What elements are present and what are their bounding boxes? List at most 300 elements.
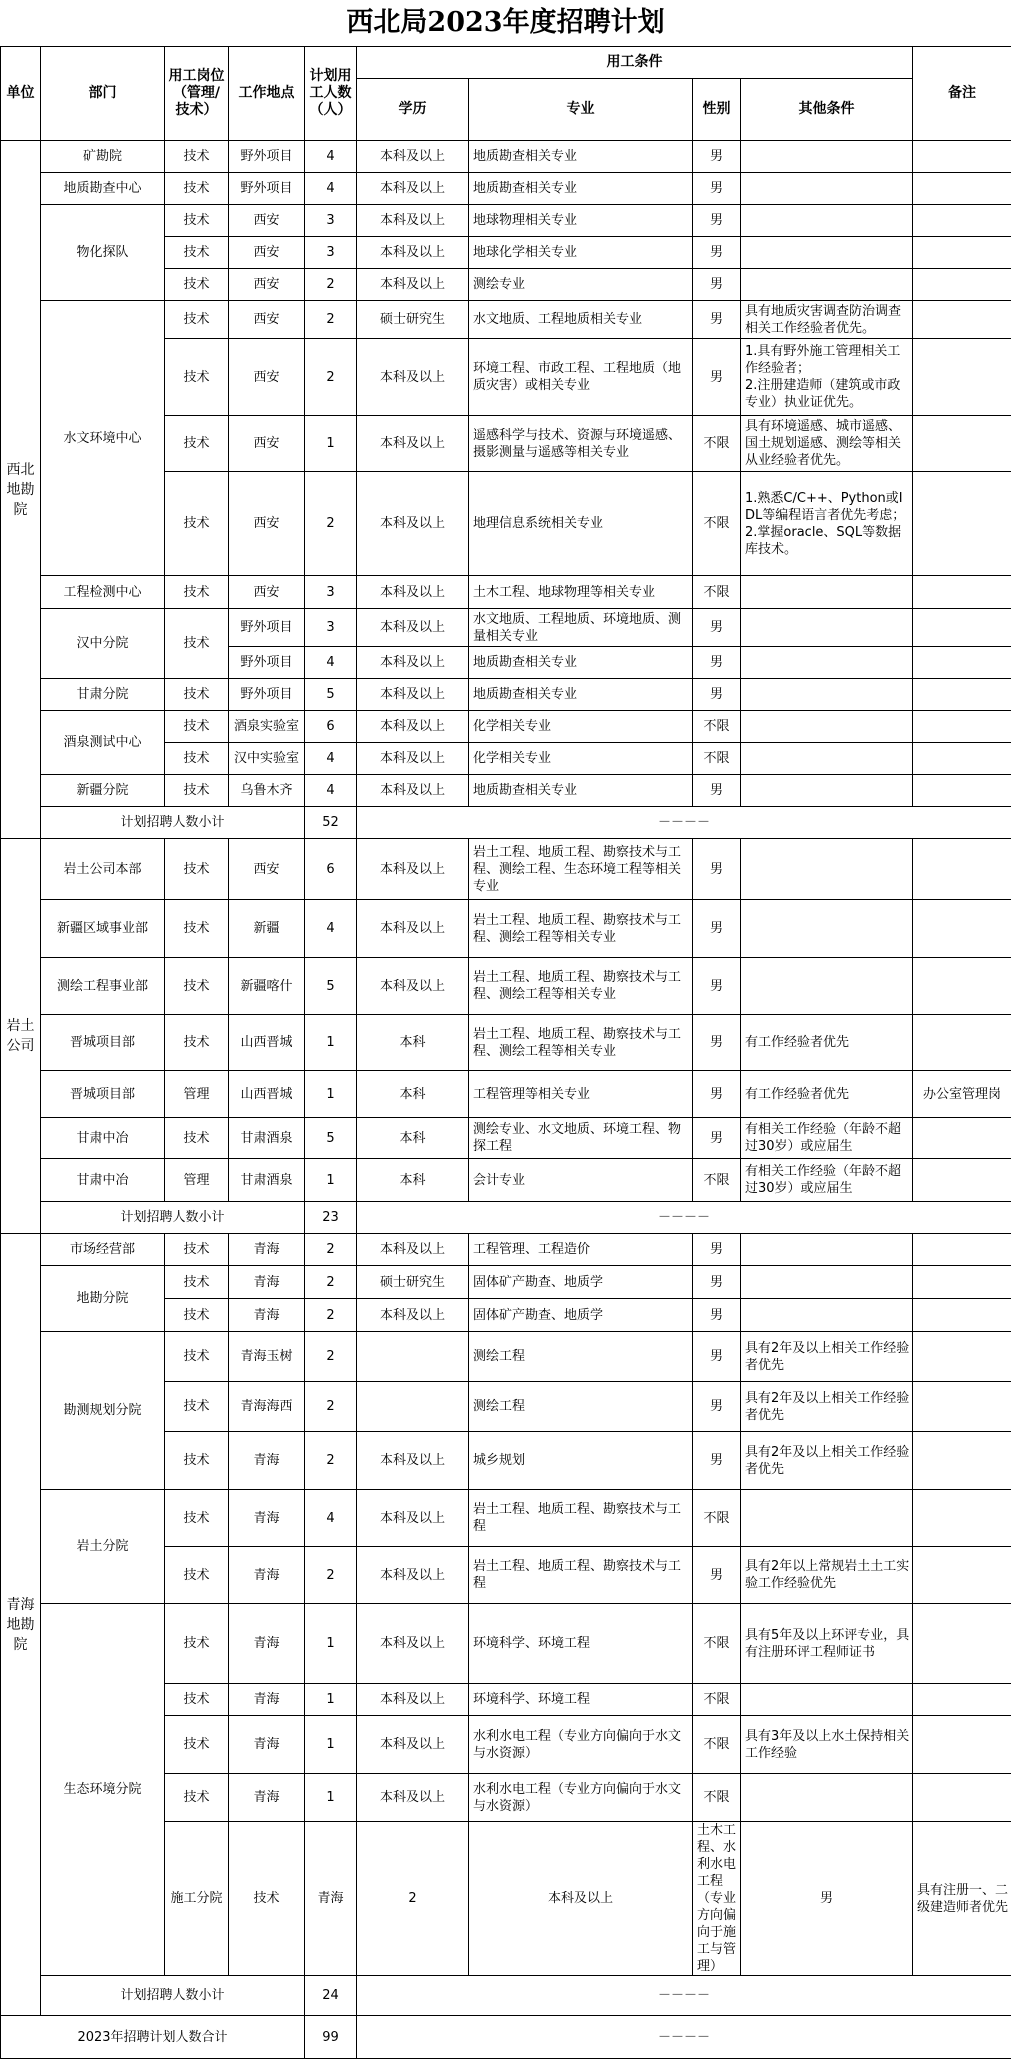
remark-cell [913,416,1011,472]
header-other: 其他条件 [741,79,913,141]
dept-cell: 生态环境分院 [41,1604,165,1976]
other-cell: 有相关工作经验（年龄不超过30岁）或应届生 [741,1159,913,1202]
dept-cell: 勘测规划分院 [41,1332,165,1490]
count-cell: 4 [305,141,357,173]
count-cell: 6 [305,839,357,900]
count-cell: 4 [305,647,357,679]
gender-cell: 男 [693,958,741,1015]
other-cell: 具有2年及以上相关工作经验者优先 [741,1382,913,1432]
location-cell: 新疆喀什 [229,958,305,1015]
table-row [1,141,1011,173]
count-cell: 3 [305,205,357,237]
dept-cell: 矿勘院 [41,141,165,173]
gender-cell: 男 [693,141,741,173]
other-cell [741,1234,913,1266]
remark-cell [913,1159,1011,1202]
post-cell: 技术 [165,1432,229,1490]
gender-cell: 男 [693,1234,741,1266]
count-cell: 4 [305,900,357,958]
post-cell: 技术 [165,1774,229,1822]
count-cell: 1 [305,1159,357,1202]
dept-cell: 物化探队 [41,205,165,301]
subtotal-value: 24 [305,1976,357,2016]
other-cell [741,900,913,958]
major-cell: 城乡规划 [469,1432,693,1490]
major-cell: 化学相关专业 [469,743,693,775]
location-cell: 青海 [229,1547,305,1604]
major-cell: 岩土工程、地质工程、勘察技术与工程、测绘工程等相关专业 [469,958,693,1015]
gender-cell: 不限 [693,1716,741,1774]
count-cell: 4 [305,173,357,205]
major-cell: 水文地质、工程地质相关专业 [469,301,693,339]
education-cell: 本科及以上 [357,839,469,900]
gender-cell: 男 [693,269,741,301]
count-cell: 1 [305,1684,357,1716]
post-cell: 技术 [165,301,229,339]
gender-cell: 男 [693,1432,741,1490]
major-cell: 土木工程、水利水电工程（专业方向偏向于施工与管理） [693,1822,741,1976]
major-cell: 水利水电工程（专业方向偏向于水文与水资源） [469,1774,693,1822]
remark-cell [913,609,1011,647]
subtotal-value: 23 [305,1202,357,1234]
other-cell [741,1684,913,1716]
remark-cell [913,1234,1011,1266]
dept-cell: 测绘工程事业部 [41,958,165,1015]
remark-cell [913,1684,1011,1716]
major-cell: 固体矿产勘查、地质学 [469,1266,693,1299]
remark-cell [913,1266,1011,1299]
table-row [1,1071,1011,1118]
remark-cell [913,839,1011,900]
location-cell: 青海 [229,1716,305,1774]
other-cell: 具有注册一、二级建造师者优先 [913,1822,1011,1976]
gender-cell: 男 [693,1547,741,1604]
education-cell: 本科 [357,1118,469,1159]
dept-cell: 地勘分院 [41,1266,165,1332]
post-cell: 技术 [165,269,229,301]
remark-cell [913,958,1011,1015]
education-cell: 本科及以上 [357,416,469,472]
other-cell [741,679,913,711]
major-cell: 地质勘查相关专业 [469,141,693,173]
major-cell: 遥感科学与技术、资源与环境遥感、摄影测量与遥感等相关专业 [469,416,693,472]
gender-cell: 男 [693,339,741,416]
other-cell [741,647,913,679]
remark-cell [913,1299,1011,1332]
dept-cell: 工程检测中心 [41,576,165,609]
post-cell: 技术 [165,1266,229,1299]
remark-cell [913,1716,1011,1774]
gender-cell: 男 [693,679,741,711]
post-cell: 技术 [165,1118,229,1159]
post-cell: 技术 [165,743,229,775]
education-cell: 本科及以上 [357,576,469,609]
table-row [1,1015,1011,1071]
location-cell: 西安 [229,205,305,237]
education-cell: 本科 [357,1159,469,1202]
table-row [1,173,1011,205]
header-gender: 性别 [693,79,741,141]
header-education: 学历 [357,79,469,141]
major-cell: 岩土工程、地质工程、勘察技术与工程、测绘工程等相关专业 [469,1015,693,1071]
education-cell: 本科及以上 [357,1716,469,1774]
total-value: 99 [305,2016,357,2059]
post-cell: 技术 [165,339,229,416]
major-cell: 岩土工程、地质工程、勘察技术与工程、测绘工程、生态环境工程等相关专业 [469,839,693,900]
location-cell: 新疆 [229,900,305,958]
post-cell: 技术 [229,1822,305,1976]
page-title: 西北局2023年度招聘计划 [0,0,1011,46]
remark-cell [913,743,1011,775]
gender-cell: 男 [693,647,741,679]
other-cell [741,1266,913,1299]
major-cell: 岩土工程、地质工程、勘察技术与工程 [469,1547,693,1604]
count-cell: 1 [305,1604,357,1684]
location-cell: 西安 [229,269,305,301]
post-cell: 技术 [165,1015,229,1071]
other-cell [741,711,913,743]
count-cell: 2 [305,1266,357,1299]
remark-cell [913,1332,1011,1382]
other-cell [741,205,913,237]
remark-cell [913,1015,1011,1071]
major-cell: 岩土工程、地质工程、勘察技术与工程 [469,1490,693,1547]
table-row [1,775,1011,807]
table-row [1,1604,1011,1684]
remark-cell [913,1604,1011,1684]
post-cell: 技术 [165,900,229,958]
table-row [1,958,1011,1015]
post-cell: 技术 [165,609,229,679]
count-cell: 1 [305,1774,357,1822]
total-label: 2023年招聘计划人数合计 [1,2016,305,2059]
major-cell: 土木工程、地球物理等相关专业 [469,576,693,609]
location-cell: 西安 [229,301,305,339]
education-cell: 本科及以上 [357,711,469,743]
major-cell: 地质勘查相关专业 [469,173,693,205]
recruitment-table [0,46,1011,2059]
subtotal-dash: －－－－ [357,807,1011,839]
major-cell: 测绘专业、水文地质、环境工程、物探工程 [469,1118,693,1159]
other-cell [741,1299,913,1332]
count-cell: 3 [305,237,357,269]
gender-cell: 男 [693,205,741,237]
dept-cell: 地质勘查中心 [41,173,165,205]
table-row [1,205,1011,237]
post-cell: 技术 [165,711,229,743]
gender-cell: 不限 [693,416,741,472]
location-cell: 西安 [229,576,305,609]
gender-cell: 男 [693,1015,741,1071]
education-cell [357,1332,469,1382]
count-cell: 1 [305,1015,357,1071]
post-cell: 技术 [165,1604,229,1684]
major-cell: 水利水电工程（专业方向偏向于水文与水资源） [469,1716,693,1774]
location-cell: 乌鲁木齐 [229,775,305,807]
dept-cell: 水文环境中心 [41,301,165,576]
post-cell: 技术 [165,416,229,472]
other-cell [741,1774,913,1822]
post-cell: 技术 [165,141,229,173]
location-cell: 野外项目 [229,609,305,647]
other-cell: 具有5年及以上环评专业，具有注册环评工程师证书 [741,1604,913,1684]
other-cell: 1.熟悉C/C++、Python或IDL等编程语言者优先考虑； 2.掌握oracle、SQL等数据库技术。 [741,472,913,576]
gender-cell: 男 [693,1118,741,1159]
remark-cell [913,301,1011,339]
header-unit: 单位 [1,47,41,141]
header-major: 专业 [469,79,693,141]
post-cell: 技术 [165,237,229,269]
gender-cell: 男 [693,900,741,958]
dept-cell: 新疆区域事业部 [41,900,165,958]
post-cell: 技术 [165,173,229,205]
table-row [1,1490,1011,1547]
count-cell: 2 [357,1822,469,1976]
other-cell: 具有2年及以上相关工作经验者优先 [741,1432,913,1490]
gender-cell: 男 [693,1299,741,1332]
count-cell: 4 [305,1490,357,1547]
education-cell: 本科及以上 [357,1684,469,1716]
major-cell: 工程管理、工程造价 [469,1234,693,1266]
education-cell: 本科及以上 [357,1547,469,1604]
count-cell: 5 [305,1118,357,1159]
remark-cell [913,1490,1011,1547]
subtotal-dash: －－－－ [357,1976,1011,2016]
education-cell: 本科及以上 [357,141,469,173]
other-cell [741,958,913,1015]
location-cell: 甘肃酒泉 [229,1118,305,1159]
other-cell: 具有2年以上常规岩土土工实验工作经验优先 [741,1547,913,1604]
subtotal-label: 计划招聘人数小计 [41,807,305,839]
major-cell: 地质勘查相关专业 [469,647,693,679]
post-cell: 技术 [165,1716,229,1774]
count-cell: 1 [305,1716,357,1774]
post-cell: 技术 [165,1684,229,1716]
location-cell: 山西晋城 [229,1071,305,1118]
education-cell: 本科及以上 [357,958,469,1015]
education-cell: 本科及以上 [357,775,469,807]
other-cell [741,839,913,900]
location-cell: 青海海西 [229,1382,305,1432]
dept-cell: 岩土公司本部 [41,839,165,900]
table-row [1,1266,1011,1299]
gender-cell: 男 [693,237,741,269]
count-cell: 4 [305,743,357,775]
total-row [1,2016,1011,2059]
post-cell: 技术 [165,205,229,237]
education-cell: 本科及以上 [357,339,469,416]
post-cell: 技术 [165,576,229,609]
major-cell: 化学相关专业 [469,711,693,743]
dept-cell: 市场经营部 [41,1234,165,1266]
count-cell: 2 [305,1332,357,1382]
count-cell: 3 [305,576,357,609]
count-cell: 3 [305,609,357,647]
location-cell: 青海 [229,1234,305,1266]
unit-cell: 岩土公司 [1,839,41,1234]
dept-cell: 岩土分院 [41,1490,165,1604]
location-cell: 青海 [305,1822,357,1976]
remark-cell [913,339,1011,416]
post-cell: 技术 [165,1299,229,1332]
dept-cell: 晋城项目部 [41,1071,165,1118]
gender-cell: 不限 [693,743,741,775]
remark-cell [913,173,1011,205]
unit-cell: 西北地勘院 [1,141,41,839]
unit-cell: 青海地勘院 [1,1234,41,2016]
total-dash: －－－－ [357,2016,1011,2059]
gender-cell: 男 [693,775,741,807]
remark-cell: 办公室管理岗 [913,1071,1011,1118]
location-cell: 酒泉实验室 [229,711,305,743]
education-cell: 硕士研究生 [357,301,469,339]
major-cell: 地球化学相关专业 [469,237,693,269]
education-cell: 本科及以上 [357,1774,469,1822]
count-cell: 2 [305,472,357,576]
count-cell: 5 [305,958,357,1015]
gender-cell: 不限 [693,472,741,576]
gender-cell: 不限 [693,711,741,743]
table-row [1,711,1011,743]
education-cell: 本科及以上 [357,1490,469,1547]
other-cell: 有相关工作经验（年龄不超过30岁）或应届生 [741,1118,913,1159]
location-cell: 青海 [229,1604,305,1684]
gender-cell: 男 [693,1266,741,1299]
dept-cell: 甘肃中冶 [41,1159,165,1202]
location-cell: 西安 [229,416,305,472]
education-cell: 本科 [357,1015,469,1071]
gender-cell: 不限 [693,1774,741,1822]
other-cell [741,269,913,301]
location-cell: 青海 [229,1684,305,1716]
dept-cell: 酒泉测试中心 [41,711,165,775]
table-row [1,1332,1011,1382]
subtotal-dash: －－－－ [357,1202,1011,1234]
subtotal-label: 计划招聘人数小计 [41,1202,305,1234]
count-cell: 2 [305,339,357,416]
table-row [1,679,1011,711]
table-body [1,141,1011,2059]
subtotal-row [1,1202,1011,1234]
major-cell: 地质勘查相关专业 [469,679,693,711]
gender-cell: 不限 [693,576,741,609]
remark-cell [913,1774,1011,1822]
education-cell: 本科及以上 [357,237,469,269]
major-cell: 环境科学、环境工程 [469,1604,693,1684]
gender-cell: 不限 [693,1490,741,1547]
table-row [1,1234,1011,1266]
header-location: 工作地点 [229,47,305,141]
major-cell: 会计专业 [469,1159,693,1202]
remark-cell [913,472,1011,576]
location-cell: 西安 [229,237,305,269]
remark-cell [913,269,1011,301]
education-cell: 本科及以上 [357,900,469,958]
other-cell: 具有2年及以上相关工作经验者优先 [741,1332,913,1382]
major-cell: 地理信息系统相关专业 [469,472,693,576]
count-cell: 2 [305,1432,357,1490]
subtotal-row [1,1976,1011,2016]
table-row [1,609,1011,647]
gender-cell: 男 [741,1822,913,1976]
education-cell: 本科及以上 [357,679,469,711]
other-cell: 1.具有野外施工管理相关工作经验者； 2.注册建造师（建筑或市政专业）执业证优先。 [741,339,913,416]
location-cell: 甘肃酒泉 [229,1159,305,1202]
education-cell: 本科及以上 [357,472,469,576]
count-cell: 2 [305,1234,357,1266]
count-cell: 5 [305,679,357,711]
location-cell: 青海 [229,1490,305,1547]
location-cell: 野外项目 [229,679,305,711]
header-count: 计划用工人数（人） [305,47,357,141]
count-cell: 6 [305,711,357,743]
gender-cell: 不限 [693,1159,741,1202]
dept-cell: 新疆分院 [41,775,165,807]
subtotal-value: 52 [305,807,357,839]
post-cell: 技术 [165,1234,229,1266]
education-cell [357,1382,469,1432]
location-cell: 西安 [229,472,305,576]
count-cell: 2 [305,301,357,339]
post-cell: 技术 [165,958,229,1015]
dept-cell: 汉中分院 [41,609,165,679]
major-cell: 固体矿产勘查、地质学 [469,1299,693,1332]
remark-cell [913,775,1011,807]
other-cell: 具有地质灾害调查防治调查相关工作经验者优先。 [741,301,913,339]
dept-cell: 甘肃中冶 [41,1118,165,1159]
subtotal-label: 计划招聘人数小计 [41,1976,305,2016]
remark-cell [913,647,1011,679]
gender-cell: 不限 [693,1604,741,1684]
remark-cell [913,1547,1011,1604]
post-cell: 技术 [165,679,229,711]
gender-cell: 男 [693,1332,741,1382]
location-cell: 西安 [229,339,305,416]
education-cell: 本科及以上 [357,647,469,679]
location-cell: 汉中实验室 [229,743,305,775]
location-cell: 青海 [229,1266,305,1299]
major-cell: 工程管理等相关专业 [469,1071,693,1118]
remark-cell [913,1432,1011,1490]
subtotal-row [1,807,1011,839]
gender-cell: 不限 [693,1684,741,1716]
gender-cell: 男 [693,1382,741,1432]
education-cell: 本科及以上 [357,269,469,301]
location-cell: 青海玉树 [229,1332,305,1382]
remark-cell [913,900,1011,958]
remark-cell [913,205,1011,237]
header-dept: 部门 [41,47,165,141]
post-cell: 技术 [165,775,229,807]
other-cell: 有工作经验者优先 [741,1015,913,1071]
location-cell: 西安 [229,839,305,900]
major-cell: 测绘专业 [469,269,693,301]
gender-cell: 男 [693,1071,741,1118]
count-cell: 2 [305,1382,357,1432]
table-row [1,839,1011,900]
header-remark: 备注 [913,47,1011,141]
remark-cell [913,141,1011,173]
other-cell [741,743,913,775]
major-cell: 岩土工程、地质工程、勘察技术与工程、测绘工程等相关专业 [469,900,693,958]
other-cell [741,775,913,807]
post-cell: 技术 [165,472,229,576]
post-cell: 技术 [165,1332,229,1382]
location-cell: 野外项目 [229,647,305,679]
major-cell: 地质勘查相关专业 [469,775,693,807]
count-cell: 1 [305,416,357,472]
major-cell: 地球物理相关专业 [469,205,693,237]
